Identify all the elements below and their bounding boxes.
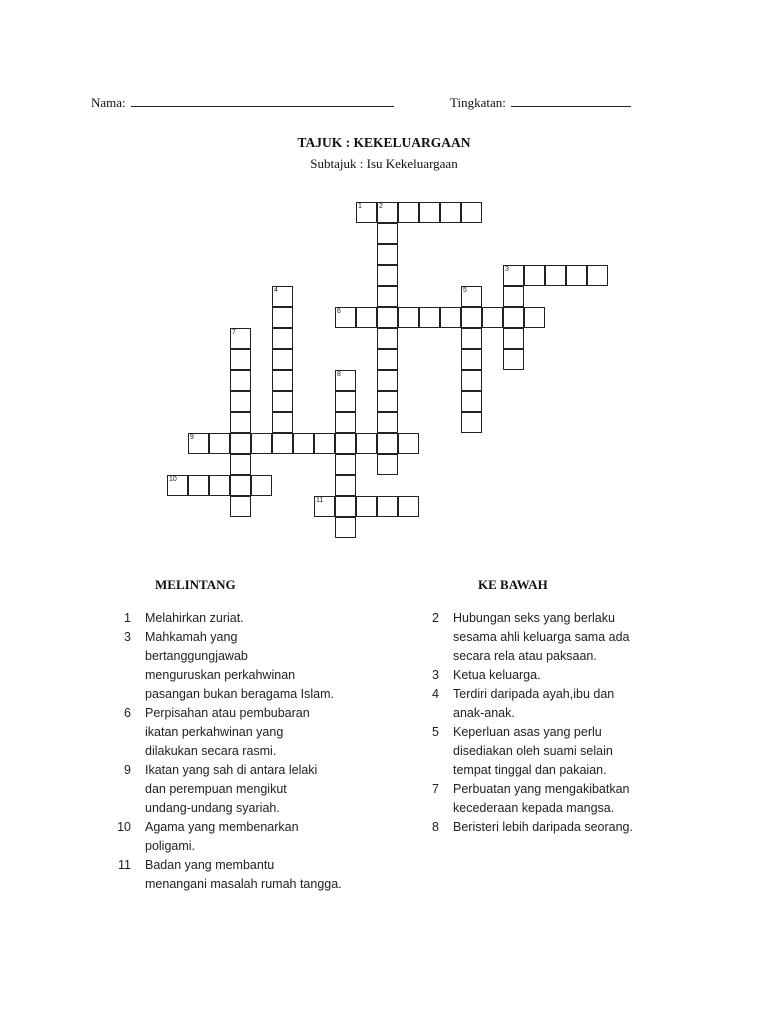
crossword-cell[interactable] <box>440 202 461 223</box>
crossword-cell[interactable] <box>188 433 209 454</box>
crossword-cell[interactable] <box>377 202 398 223</box>
crossword-cell[interactable] <box>503 265 524 286</box>
crossword-cell[interactable] <box>419 307 440 328</box>
crossword-cell[interactable] <box>335 433 356 454</box>
crossword-cell[interactable] <box>230 349 251 370</box>
clue-number: 9 <box>190 434 194 441</box>
clue-number: 3 <box>505 266 509 273</box>
clue-text-line: anak-anak. <box>453 706 515 720</box>
crossword-cell[interactable] <box>272 349 293 370</box>
crossword-cell[interactable] <box>503 349 524 370</box>
crossword-cell[interactable] <box>377 370 398 391</box>
clue-num: 7 <box>432 782 439 796</box>
crossword-cell[interactable] <box>251 475 272 496</box>
crossword-cell[interactable] <box>335 370 356 391</box>
crossword-cell[interactable] <box>377 412 398 433</box>
crossword-cell[interactable] <box>377 391 398 412</box>
clue-number: 4 <box>274 287 278 294</box>
crossword-cell[interactable] <box>440 307 461 328</box>
crossword-cell[interactable] <box>482 307 503 328</box>
clue-text-line: dilakukan secara rasmi. <box>145 744 277 758</box>
level-label: Tingkatan: <box>450 95 506 110</box>
crossword-cell[interactable] <box>209 433 230 454</box>
across-clue <box>117 856 387 894</box>
crossword-cell[interactable] <box>335 454 356 475</box>
down-clue <box>425 666 725 685</box>
crossword-cell[interactable] <box>461 202 482 223</box>
crossword-cell[interactable] <box>272 328 293 349</box>
crossword-cell[interactable] <box>356 307 377 328</box>
clue-number: 8 <box>337 371 341 378</box>
clue-text-line: Ketua keluarga. <box>453 668 541 682</box>
clue-number: 7 <box>232 329 236 336</box>
clue-text-line: sesama ahli keluarga sama ada <box>453 630 630 644</box>
crossword-cell[interactable] <box>335 391 356 412</box>
down-clue <box>425 609 725 666</box>
clue-text-line: Beristeri lebih daripada seorang. <box>453 820 633 834</box>
down-clue <box>425 685 725 723</box>
crossword-cell[interactable] <box>377 349 398 370</box>
across-heading: MELINTANG <box>155 577 236 592</box>
crossword-cell[interactable] <box>377 454 398 475</box>
clue-text-line: dan perempuan mengikut <box>145 782 287 796</box>
crossword-cell[interactable] <box>377 223 398 244</box>
crossword-cell[interactable] <box>461 328 482 349</box>
clue-text-line: Hubungan seks yang berlaku <box>453 611 615 625</box>
across-clue <box>117 818 387 856</box>
crossword-cell[interactable] <box>461 370 482 391</box>
crossword-cell[interactable] <box>398 433 419 454</box>
crossword-cell[interactable] <box>377 328 398 349</box>
clue-text-line: kecederaan kepada mangsa. <box>453 801 615 815</box>
clue-text-line: Perpisahan atau pembubaran <box>145 706 310 720</box>
crossword-cell[interactable] <box>272 286 293 307</box>
crossword-cell[interactable] <box>398 307 419 328</box>
crossword-cell[interactable] <box>251 433 272 454</box>
crossword-cell[interactable] <box>461 286 482 307</box>
clue-num: 9 <box>124 763 131 777</box>
clue-num: 5 <box>432 725 439 739</box>
clue-number: 2 <box>379 203 383 210</box>
down-clue <box>425 723 725 780</box>
clue-text-line: Ikatan yang sah di antara lelaki <box>145 763 318 777</box>
crossword-cell[interactable] <box>230 475 251 496</box>
crossword-cell[interactable] <box>230 412 251 433</box>
crossword-cell[interactable] <box>524 307 545 328</box>
across-clue-list <box>117 609 387 894</box>
crossword-cell[interactable] <box>293 433 314 454</box>
down-clue <box>425 780 725 818</box>
crossword-cell[interactable] <box>335 517 356 538</box>
crossword-cell[interactable] <box>230 433 251 454</box>
crossword-cell[interactable] <box>356 202 377 223</box>
crossword-cell[interactable] <box>503 307 524 328</box>
clue-number: 11 <box>316 497 324 504</box>
clue-num: 11 <box>118 858 131 872</box>
crossword-cell[interactable] <box>335 307 356 328</box>
clue-text-line: pasangan bukan beragama Islam. <box>145 687 335 701</box>
crossword-cell[interactable] <box>377 286 398 307</box>
down-clue <box>425 818 725 837</box>
clue-num: 3 <box>124 630 131 644</box>
page-subtitle: Subtajuk : Isu Kekeluargaan <box>310 156 458 171</box>
clue-number: 1 <box>358 203 362 210</box>
across-clue <box>117 704 387 761</box>
clue-text-line: disediakan oleh suami selain <box>453 744 613 758</box>
crossword-cell[interactable] <box>566 265 587 286</box>
crossword-cell[interactable] <box>461 391 482 412</box>
across-clue <box>117 609 387 628</box>
clue-num: 2 <box>432 611 439 625</box>
crossword-cell[interactable] <box>419 202 440 223</box>
crossword-cell[interactable] <box>461 307 482 328</box>
clue-text-line: Melahirkan zuriat. <box>145 611 244 625</box>
name-label: Nama: <box>91 95 126 110</box>
crossword-cell[interactable] <box>272 412 293 433</box>
crossword-cell[interactable] <box>377 265 398 286</box>
clue-num: 3 <box>432 668 439 682</box>
crossword-cell[interactable] <box>188 475 209 496</box>
clue-text-line: Terdiri daripada ayah,ibu dan <box>453 687 615 701</box>
crossword-cell[interactable] <box>461 349 482 370</box>
clue-text-line: ikatan perkahwinan yang <box>145 725 284 739</box>
crossword-cell[interactable] <box>356 496 377 517</box>
clue-num: 4 <box>432 687 439 701</box>
crossword-cell[interactable] <box>356 433 377 454</box>
clue-number: 6 <box>337 308 341 315</box>
clue-text-line: Agama yang membenarkan <box>145 820 299 834</box>
across-clue <box>117 761 387 818</box>
crossword-cell[interactable] <box>503 286 524 307</box>
down-heading: KE BAWAH <box>478 577 548 592</box>
clue-text-line: Mahkamah yang <box>145 630 238 644</box>
crossword-cell[interactable] <box>377 244 398 265</box>
clue-text-line: undang-undang syariah. <box>145 801 280 815</box>
crossword-cell[interactable] <box>335 475 356 496</box>
crossword-cell[interactable] <box>398 496 419 517</box>
crossword-cell[interactable] <box>167 475 188 496</box>
crossword-cell[interactable] <box>272 370 293 391</box>
clue-text-line: Keperluan asas yang perlu <box>453 725 602 739</box>
crossword-cell[interactable] <box>545 265 566 286</box>
crossword-cell[interactable] <box>272 433 293 454</box>
crossword-cell[interactable] <box>314 496 335 517</box>
crossword-cell[interactable] <box>461 412 482 433</box>
page-title: TAJUK : KEKELUARGAAN <box>297 135 471 150</box>
crossword-cell[interactable] <box>230 454 251 475</box>
clue-num: 6 <box>124 706 131 720</box>
crossword-cell[interactable] <box>230 391 251 412</box>
clue-text-line: Badan yang membantu <box>145 858 275 872</box>
across-clue <box>117 628 387 704</box>
clue-text-line: bertanggungjawab <box>145 649 248 663</box>
crossword-cell[interactable] <box>377 307 398 328</box>
clue-text-line: Perbuatan yang mengakibatkan <box>453 782 630 796</box>
clue-number: 5 <box>463 287 467 294</box>
down-clue-list <box>425 609 725 837</box>
crossword-cell[interactable] <box>335 496 356 517</box>
crossword-cell[interactable] <box>209 475 230 496</box>
clue-text-line: menguruskan perkahwinan <box>145 668 296 682</box>
crossword-cell[interactable] <box>398 202 419 223</box>
clue-text-line: menangani masalah rumah tangga. <box>145 877 342 891</box>
crossword-cell[interactable] <box>587 265 608 286</box>
clue-number: 10 <box>169 476 177 483</box>
crossword-cell[interactable] <box>314 433 335 454</box>
clue-num: 1 <box>124 611 131 625</box>
crossword-cell[interactable] <box>377 496 398 517</box>
crossword-cell[interactable] <box>230 328 251 349</box>
crossword-cell[interactable] <box>272 391 293 412</box>
crossword-cell[interactable] <box>377 433 398 454</box>
crossword-cell[interactable] <box>503 328 524 349</box>
clue-num: 10 <box>117 820 131 834</box>
crossword-cell[interactable] <box>335 412 356 433</box>
clue-text-line: tempat tinggal dan pakaian. <box>453 763 607 777</box>
clue-text-line: poligami. <box>145 839 196 853</box>
clue-num: 8 <box>432 820 439 834</box>
crossword-cell[interactable] <box>230 370 251 391</box>
crossword-cell[interactable] <box>230 496 251 517</box>
crossword-cell[interactable] <box>272 307 293 328</box>
crossword-cell[interactable] <box>524 265 545 286</box>
clue-text-line: secara rela atau paksaan. <box>453 649 597 663</box>
